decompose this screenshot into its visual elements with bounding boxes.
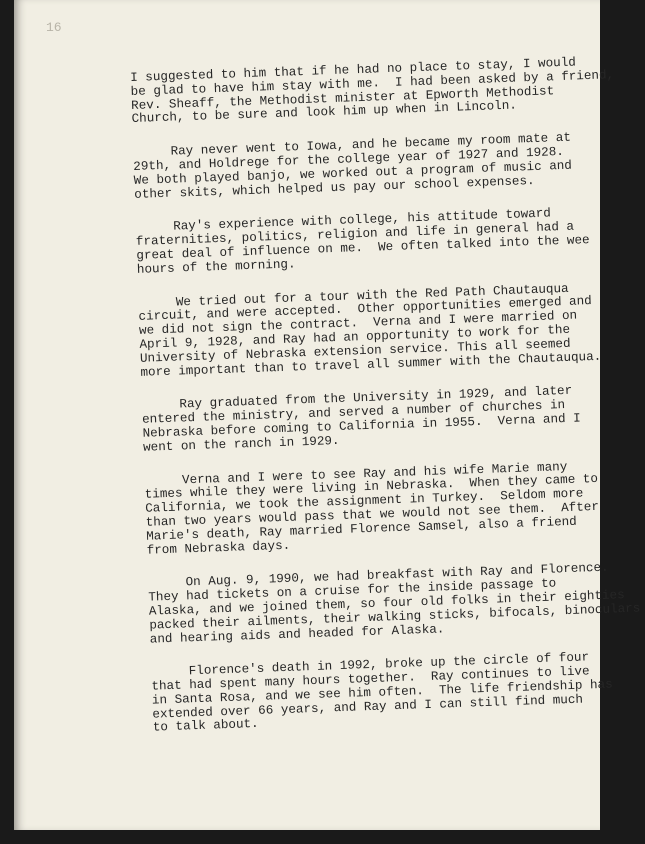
paragraph: I suggested to him that if he had no place to stay, I would be glad to have him stay with me. I had been asked by a friend, Rev. Sheaff, the Methodist minister at Epworth Methodist Church, to be sure and look him up when in Lincoln. (129, 55, 615, 127)
page-number: 16 (46, 20, 62, 35)
paragraph: Ray graduated from the University in 1929, and later entered the ministry, and served a number of churches in Nebraska before coming to California in 1955. Verna and I went on the ranch in 1929. (141, 384, 581, 455)
paragraph: On Aug. 9, 1990, we had breakfast with Ray and Florence. They had tickets on a cruise for the inside passage to Alaska, and we joined them, so four old folks in their eighties packed their ailments, their walking sticks, bifocals, binoculars and hearing aids and headed for Alaska. (147, 560, 641, 647)
paragraph: Florence's death in 1992, broke up the circle of four that had spent many hours together. Ray continues to live in Santa Rosa, and we see him often. The life friendship has extended over 66 years, and Ray and I can still find much to talk about. (150, 650, 613, 736)
body-text (129, 55, 641, 756)
document-page (14, 0, 641, 830)
paragraph: Ray never went to Iowa, and he became my room mate at 29th, and Holdrege for the college year of 1927 and 1928. We both played banjo, we worked out a program of music and other skits, which helped us pay our school expenses. (132, 130, 573, 202)
scan-border (0, 830, 600, 844)
paragraph: Verna and I were to see Ray and his wife Marie many times while they were living in Nebraska. When they came to California, we took the assignment in Turkey. Seldom more than two years would pass that we would not see them. After Marie's death, Ray married Florence Samsel, also a friend from Nebraska days. (144, 459, 600, 558)
paragraph: We tried out for a tour with the Red Path Chautauqua circuit, and were accepted. Other opportunities emerged and we did not sign the contract. Verna and I were married on April 9, 1928, and Ray had an opportunity to work for the University of Nebraska extension service. This all seemed more important than to travel all summer with the Chautauqua. (137, 281, 602, 380)
paragraph: Ray's experience with college, his attitude toward fraternities, politics, religion and life in general had a great deal of influence on me. We often talked into the wee hours of the morning. (135, 206, 590, 277)
